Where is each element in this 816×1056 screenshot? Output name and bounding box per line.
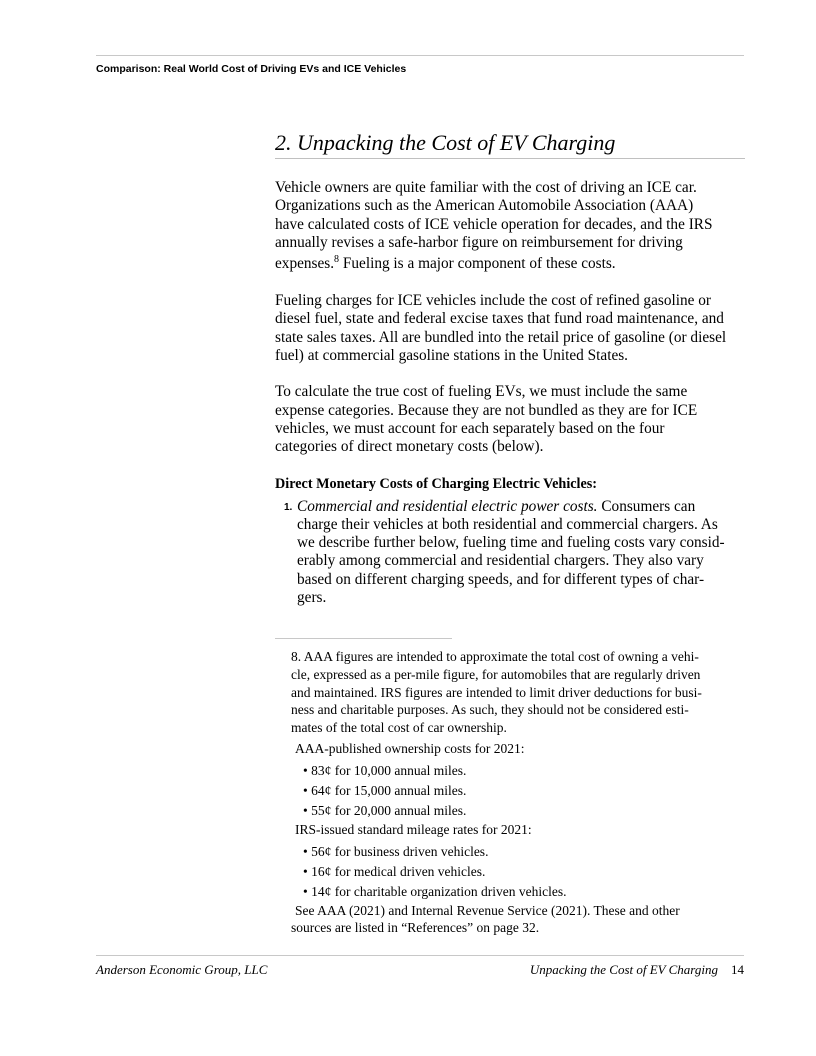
- paragraph-line: diesel fuel, state and federal excise taxes that fund road maintenance, and: [275, 310, 724, 328]
- header-rule: [96, 55, 744, 56]
- list-line: [297, 498, 745, 516]
- footnote-bullet: • 16¢ for medical driven vehicles.: [303, 863, 486, 879]
- footnote-irs-heading: IRS-issued standard mileage rates for 2021:: [295, 821, 532, 837]
- footnote: [291, 648, 746, 937]
- paragraph-line: Vehicle owners are quite familiar with the cost of driving an ICE car.: [275, 179, 697, 196]
- footnote-bullet: • 55¢ for 20,000 annual miles.: [303, 802, 467, 818]
- footer-rule: [96, 955, 744, 956]
- footer-document-title: Unpacking the Cost of EV Charging: [529, 962, 718, 977]
- page-number: 14: [731, 962, 744, 977]
- main-content: [275, 128, 745, 607]
- footnote-bullet: • 83¢ for 10,000 annual miles.: [303, 762, 467, 778]
- paragraph-2: [275, 292, 745, 365]
- paragraph-text: Fueling is a major component of these costs.: [339, 255, 616, 273]
- footnote-line: cle, expressed as a per-mile figure, for automobiles that are regularly driven: [291, 666, 701, 682]
- footer-organization: Anderson Economic Group, LLC: [96, 962, 268, 977]
- footnote-line: 8. AAA figures are intended to approximate the total cost of owning a vehi-: [291, 649, 699, 664]
- list-line: based on different charging speeds, and for different types of char-: [297, 570, 705, 588]
- footnote-line: mates of the total cost of car ownership.: [291, 720, 507, 736]
- footnote-bullet: • 14¢ for charitable organization driven vehicles.: [303, 883, 567, 899]
- list-line: erably among commercial and residential chargers. They also vary: [297, 552, 704, 570]
- paragraph-line: fuel) at commercial gasoline stations in the United States.: [275, 347, 629, 365]
- list-italic-lead: Commercial and residential electric power costs.: [297, 497, 598, 515]
- paragraph-line: expense categories. Because they are not bundled as they are for ICE: [275, 401, 698, 419]
- footer-right: [530, 962, 744, 978]
- paragraph-line: Organizations such as the American Automobile Association (AAA): [275, 197, 694, 215]
- list-number: 1.: [284, 501, 293, 513]
- footnote-aaa-heading: AAA-published ownership costs for 2021:: [295, 740, 525, 756]
- footnote-line: ness and charitable purposes. As such, they should not be considered esti-: [291, 702, 689, 718]
- paragraph-line: state sales taxes. All are bundled into the retail price of gasoline (or diesel: [275, 328, 727, 346]
- footnote-line: and maintained. IRS figures are intended to limit driver deductions for busi-: [291, 684, 702, 700]
- section-title: 2. Unpacking the Cost of EV Charging: [275, 128, 745, 159]
- footnote-separator: [275, 638, 452, 639]
- paragraph-3: [275, 383, 745, 456]
- paragraph-line: Fueling charges for ICE vehicles include the cost of refined gasoline or: [275, 292, 711, 310]
- list-line: we describe further below, fueling time and fueling costs vary consid-: [297, 534, 725, 552]
- list-text: Consumers can: [597, 497, 696, 515]
- footnote-see-line: See AAA (2021) and Internal Revenue Service (2021). These and other: [295, 902, 680, 918]
- footnote-reference: 8: [334, 254, 340, 266]
- paragraph-line: categories of direct monetary costs (below).: [275, 438, 544, 456]
- subheading: Direct Monetary Costs of Charging Electric Vehicles:: [275, 475, 598, 492]
- footnote-see-line: sources are listed in “References” on page 32.: [291, 920, 540, 936]
- list-line: charge their vehicles at both residential and commercial chargers. As: [297, 515, 718, 533]
- footnote-bullet: • 56¢ for business driven vehicles.: [303, 843, 489, 859]
- paragraph-line: To calculate the true cost of fueling EVs, we must include the same: [275, 383, 688, 401]
- paragraph-line: annually revises a safe-harbor figure on reimbursement for driving: [275, 233, 683, 251]
- paragraph-line: have calculated costs of ICE vehicle operation for decades, and the IRS: [275, 215, 713, 233]
- paragraph-line: [275, 252, 745, 276]
- running-header: Comparison: Real World Cost of Driving EVs and ICE Vehicles: [96, 63, 407, 75]
- numbered-list-item: [275, 498, 745, 608]
- list-line: gers.: [297, 589, 327, 607]
- paragraph-text: expenses.: [275, 255, 335, 273]
- paragraph-line: vehicles, we must account for each separately based on the four: [275, 419, 665, 437]
- paragraph-1: [275, 179, 745, 276]
- footnote-bullet: • 64¢ for 15,000 annual miles.: [303, 782, 467, 798]
